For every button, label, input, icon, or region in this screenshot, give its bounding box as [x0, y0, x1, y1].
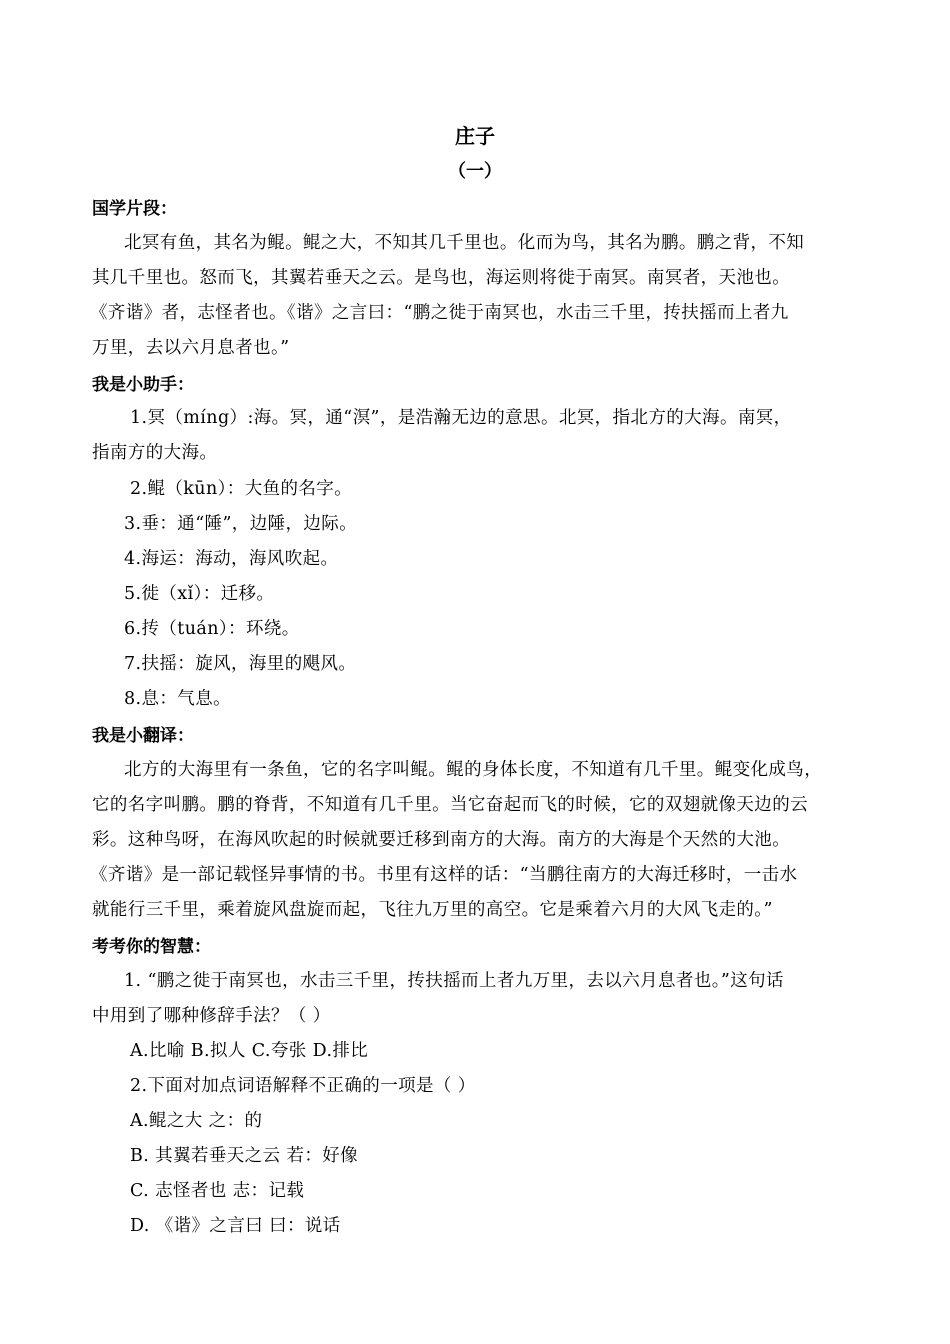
- quiz-option: A.鲲之大 之：的: [130, 1111, 263, 1131]
- excerpt-line: 万里，去以六月息者也。”: [92, 338, 290, 358]
- page-title: 庄子: [455, 124, 495, 148]
- note-item: 8.息：气息。: [124, 689, 231, 709]
- translation-line: 就能行三千里，乘着旋风盘旋而起，飞往九万里的高空。它是乘着六月的大风飞走的。”: [92, 900, 773, 920]
- quiz-question: 1. “鹏之徙于南冥也，水击三千里，抟扶摇而上者九万里，去以六月息者也。”这句话: [124, 971, 784, 991]
- translation-line: 它的名字叫鹏。鹏的脊背，不知道有几千里。当它奋起而飞的时候，它的双翅就像天边的云: [92, 795, 808, 815]
- excerpt-line: 其几千里也。怒而飞，其翼若垂天之云。是鸟也，海运则将徙于南冥。南冥者，天池也。: [92, 268, 791, 288]
- note-item: 指南方的大海。: [92, 443, 218, 463]
- note-item: 6.抟（tuán）：环绕。: [124, 619, 300, 639]
- quiz-option: B. 其翼若垂天之云 若：好像: [130, 1146, 359, 1166]
- translation-line: 彩。这种鸟呀，在海风吹起的时候就要迁移到南方的大海。南方的大海是个天然的大池。: [92, 830, 791, 850]
- excerpt-line: 《齐谐》者，志怪者也。《谐》之言曰：“鹏之徙于南冥也，水击三千里，抟扶摇而上者九: [90, 303, 789, 323]
- page-subtitle: （一）: [448, 161, 502, 182]
- excerpt-line: 北冥有鱼，其名为鲲。鲲之大，不知其几千里也。化而为鸟，其名为鹏。鹏之背，不知: [124, 233, 805, 253]
- translation-line: 《齐谐》是一部记载怪异事情的书。书里有这样的话：“当鹏往南方的大海迁移时，一击水: [90, 865, 798, 885]
- note-item: 2.鲲（kūn）：大鱼的名字。: [130, 479, 353, 499]
- note-item: 7.扶摇：旋风，海里的飓风。: [124, 654, 357, 674]
- section-heading-quiz: 考考你的智慧：: [92, 937, 211, 957]
- note-item: 3.垂：通“陲”，边陲，边际。: [124, 514, 358, 534]
- quiz-option: D. 《谐》之言曰 曰：说话: [130, 1216, 341, 1236]
- section-heading-excerpt: 国学片段：: [92, 199, 177, 219]
- quiz-question: 2.下面对加点词语解释不正确的一项是（ ）: [130, 1076, 476, 1096]
- note-item: 1.冥（míng）:海。冥，通“溟”，是浩瀚无边的意思。北冥，指北方的大海。南冥，: [130, 408, 792, 428]
- quiz-question: 中用到了哪种修辞手法？（ ）: [92, 1006, 331, 1026]
- quiz-option: C. 志怪者也 志：记载: [130, 1181, 305, 1201]
- translation-line: 北方的大海里有一条鱼，它的名字叫鲲。鲲的身体长度，不知道有几千里。鲲变化成鸟，: [124, 760, 823, 780]
- section-heading-translation: 我是小翻译：: [92, 726, 194, 746]
- quiz-options: A.比喻 B.拟人 C.夸张 D.排比: [130, 1041, 369, 1061]
- note-item: 5.徙（xǐ）：迁移。: [124, 584, 275, 604]
- note-item: 4.海运：海动，海风吹起。: [124, 549, 339, 569]
- section-heading-notes: 我是小助手：: [92, 375, 194, 395]
